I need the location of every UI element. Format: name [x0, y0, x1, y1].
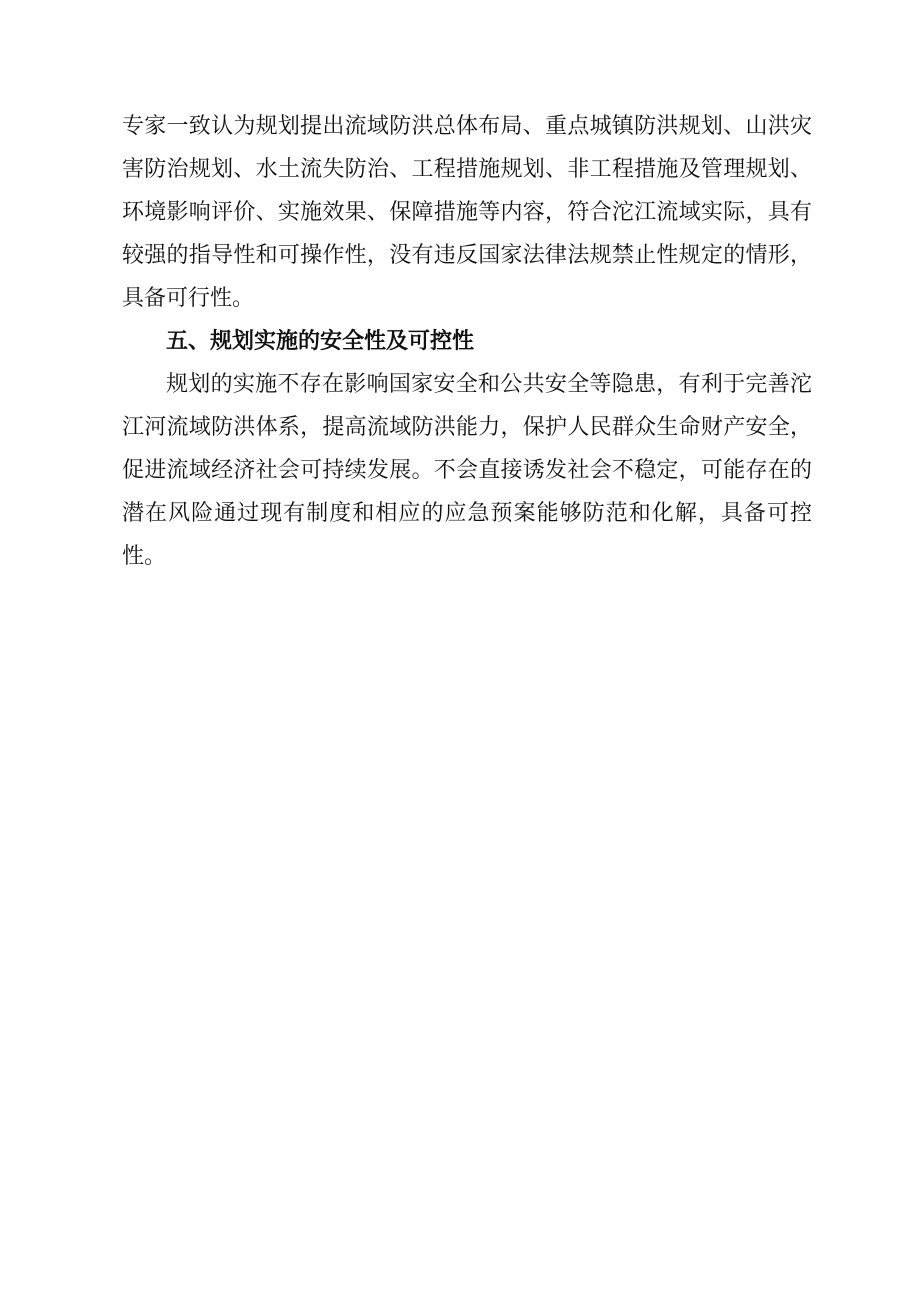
- section-heading-safety-controllability: 五、规划实施的安全性及可控性: [166, 329, 475, 354]
- paragraph-expert-opinion: 专家一致认为规划提出流域防洪总体布局、重点城镇防洪规划、山洪灾害防治规划、水土流失防治、工程措施规划、非工程措施及管理规划、环境影响评价、实施效果、保障措施等内容，符合沱江流域实际，具有较强的指导性和可操作性，没有违反国家法律法规禁止性规定的情形，具备可行性。: [122, 114, 812, 311]
- document-body: [122, 105, 812, 578]
- paragraph-safety-controllability: 规划的实施不存在影响国家安全和公共安全等隐患，有利于完善沱江河流域防洪体系，提高流域防洪能力，保护人民群众生命财产安全，促进流域经济社会可持续发展。不会直接诱发社会不稳定，可能存在的潜在风险通过现有制度和相应的应急预案能够防范和化解，具备可控性。: [122, 372, 812, 569]
